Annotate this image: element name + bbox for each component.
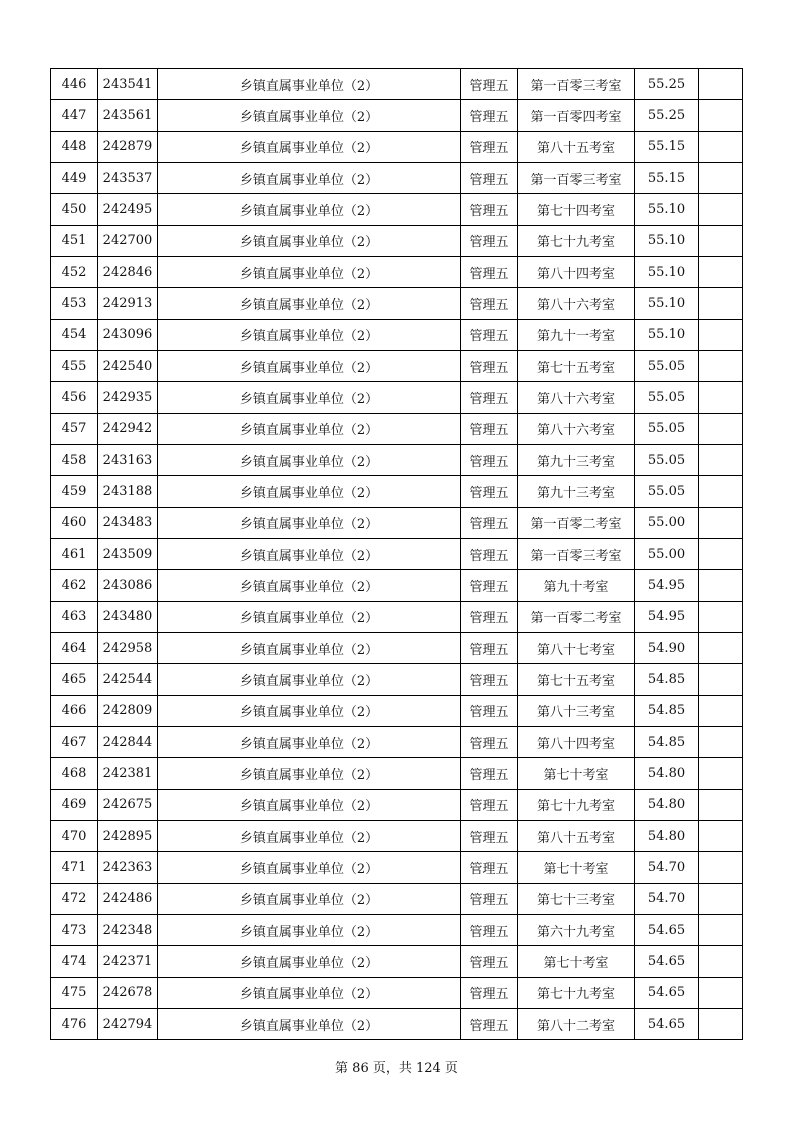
unit-cell: 乡镇直属事业单位（2） [158, 758, 461, 789]
candidate-id-cell: 243541 [98, 69, 158, 100]
remark-cell [699, 413, 743, 444]
score-cell: 54.80 [635, 820, 699, 851]
position-cell: 管理五 [461, 100, 518, 131]
row-number-cell: 468 [51, 758, 98, 789]
table-row [51, 413, 743, 444]
exam-room-cell: 第一百零三考室 [518, 538, 635, 569]
row-number-cell: 469 [51, 789, 98, 820]
candidate-id-cell: 243561 [98, 100, 158, 131]
table-row [51, 100, 743, 131]
row-number-cell: 457 [51, 413, 98, 444]
exam-room-cell: 第八十六考室 [518, 288, 635, 319]
position-cell: 管理五 [461, 852, 518, 883]
exam-room-cell: 第八十六考室 [518, 382, 635, 413]
unit-cell: 乡镇直属事业单位（2） [158, 100, 461, 131]
row-number-cell: 461 [51, 538, 98, 569]
table-row [51, 758, 743, 789]
row-number-cell: 462 [51, 570, 98, 601]
table-row [51, 538, 743, 569]
score-cell: 54.90 [635, 632, 699, 663]
exam-room-cell: 第六十九考室 [518, 914, 635, 945]
table-row [51, 601, 743, 632]
remark-cell [699, 382, 743, 413]
exam-room-cell: 第八十四考室 [518, 256, 635, 287]
exam-room-cell: 第八十七考室 [518, 632, 635, 663]
unit-cell: 乡镇直属事业单位（2） [158, 319, 461, 350]
row-number-cell: 447 [51, 100, 98, 131]
candidate-id-cell: 242348 [98, 914, 158, 945]
position-cell: 管理五 [461, 162, 518, 193]
exam-room-cell: 第八十三考室 [518, 695, 635, 726]
candidate-id-cell: 242879 [98, 131, 158, 162]
unit-cell: 乡镇直属事业单位（2） [158, 852, 461, 883]
position-cell: 管理五 [461, 977, 518, 1008]
remark-cell [699, 476, 743, 507]
unit-cell: 乡镇直属事业单位（2） [158, 476, 461, 507]
exam-room-cell: 第七十九考室 [518, 225, 635, 256]
unit-cell: 乡镇直属事业单位（2） [158, 820, 461, 851]
remark-cell [699, 664, 743, 695]
row-number-cell: 470 [51, 820, 98, 851]
candidate-id-cell: 243483 [98, 507, 158, 538]
score-cell: 54.65 [635, 1008, 699, 1039]
remark-cell [699, 914, 743, 945]
exam-room-cell: 第七十九考室 [518, 977, 635, 1008]
unit-cell: 乡镇直属事业单位（2） [158, 350, 461, 381]
score-cell: 55.10 [635, 256, 699, 287]
score-cell: 54.80 [635, 789, 699, 820]
position-cell: 管理五 [461, 476, 518, 507]
table-row [51, 319, 743, 350]
row-number-cell: 473 [51, 914, 98, 945]
row-number-cell: 465 [51, 664, 98, 695]
exam-room-cell: 第七十五考室 [518, 350, 635, 381]
remark-cell [699, 350, 743, 381]
table-row [51, 69, 743, 100]
position-cell: 管理五 [461, 789, 518, 820]
table-row [51, 288, 743, 319]
remark-cell [699, 726, 743, 757]
score-cell: 54.70 [635, 852, 699, 883]
unit-cell: 乡镇直属事业单位（2） [158, 914, 461, 945]
position-cell: 管理五 [461, 131, 518, 162]
table-row [51, 883, 743, 914]
candidate-id-cell: 242809 [98, 695, 158, 726]
remark-cell [699, 288, 743, 319]
row-number-cell: 471 [51, 852, 98, 883]
position-cell: 管理五 [461, 695, 518, 726]
table-row [51, 225, 743, 256]
unit-cell: 乡镇直属事业单位（2） [158, 789, 461, 820]
candidate-id-cell: 242540 [98, 350, 158, 381]
exam-room-cell: 第八十六考室 [518, 413, 635, 444]
table-row [51, 946, 743, 977]
unit-cell: 乡镇直属事业单位（2） [158, 538, 461, 569]
score-cell: 54.85 [635, 695, 699, 726]
exam-room-cell: 第一百零三考室 [518, 162, 635, 193]
exam-room-cell: 第七十四考室 [518, 194, 635, 225]
position-cell: 管理五 [461, 601, 518, 632]
candidate-id-cell: 242675 [98, 789, 158, 820]
position-cell: 管理五 [461, 946, 518, 977]
candidate-id-cell: 242935 [98, 382, 158, 413]
remark-cell [699, 601, 743, 632]
exam-room-cell: 第八十四考室 [518, 726, 635, 757]
score-cell: 55.25 [635, 100, 699, 131]
exam-room-cell: 第九十一考室 [518, 319, 635, 350]
candidate-id-cell: 242844 [98, 726, 158, 757]
score-table [50, 68, 743, 1040]
exam-room-cell: 第八十五考室 [518, 820, 635, 851]
candidate-id-cell: 242700 [98, 225, 158, 256]
exam-room-cell: 第七十考室 [518, 758, 635, 789]
table-row [51, 726, 743, 757]
position-cell: 管理五 [461, 319, 518, 350]
unit-cell: 乡镇直属事业单位（2） [158, 131, 461, 162]
table-row [51, 789, 743, 820]
exam-room-cell: 第九十三考室 [518, 476, 635, 507]
remark-cell [699, 444, 743, 475]
position-cell: 管理五 [461, 758, 518, 789]
score-cell: 55.05 [635, 444, 699, 475]
unit-cell: 乡镇直属事业单位（2） [158, 444, 461, 475]
remark-cell [699, 194, 743, 225]
table-row [51, 382, 743, 413]
remark-cell [699, 131, 743, 162]
remark-cell [699, 319, 743, 350]
remark-cell [699, 507, 743, 538]
row-number-cell: 463 [51, 601, 98, 632]
row-number-cell: 460 [51, 507, 98, 538]
candidate-id-cell: 242958 [98, 632, 158, 663]
table-row [51, 507, 743, 538]
position-cell: 管理五 [461, 194, 518, 225]
row-number-cell: 455 [51, 350, 98, 381]
position-cell: 管理五 [461, 507, 518, 538]
row-number-cell: 453 [51, 288, 98, 319]
row-number-cell: 451 [51, 225, 98, 256]
row-number-cell: 446 [51, 69, 98, 100]
row-number-cell: 448 [51, 131, 98, 162]
row-number-cell: 467 [51, 726, 98, 757]
position-cell: 管理五 [461, 225, 518, 256]
row-number-cell: 459 [51, 476, 98, 507]
row-number-cell: 454 [51, 319, 98, 350]
table-row [51, 162, 743, 193]
remark-cell [699, 162, 743, 193]
score-cell: 54.65 [635, 946, 699, 977]
remark-cell [699, 852, 743, 883]
score-cell: 55.10 [635, 319, 699, 350]
row-number-cell: 476 [51, 1008, 98, 1039]
position-cell: 管理五 [461, 1008, 518, 1039]
remark-cell [699, 1008, 743, 1039]
candidate-id-cell: 242486 [98, 883, 158, 914]
candidate-id-cell: 242895 [98, 820, 158, 851]
remark-cell [699, 883, 743, 914]
score-cell: 54.85 [635, 726, 699, 757]
remark-cell [699, 695, 743, 726]
row-number-cell: 472 [51, 883, 98, 914]
exam-room-cell: 第一百零三考室 [518, 69, 635, 100]
table-row [51, 632, 743, 663]
remark-cell [699, 977, 743, 1008]
unit-cell: 乡镇直属事业单位（2） [158, 1008, 461, 1039]
candidate-id-cell: 243086 [98, 570, 158, 601]
position-cell: 管理五 [461, 288, 518, 319]
candidate-id-cell: 242794 [98, 1008, 158, 1039]
remark-cell [699, 69, 743, 100]
score-cell: 55.15 [635, 131, 699, 162]
table-row [51, 570, 743, 601]
candidate-id-cell: 243509 [98, 538, 158, 569]
exam-room-cell: 第八十二考室 [518, 1008, 635, 1039]
score-cell: 54.70 [635, 883, 699, 914]
unit-cell: 乡镇直属事业单位（2） [158, 413, 461, 444]
unit-cell: 乡镇直属事业单位（2） [158, 726, 461, 757]
unit-cell: 乡镇直属事业单位（2） [158, 601, 461, 632]
candidate-id-cell: 243188 [98, 476, 158, 507]
position-cell: 管理五 [461, 883, 518, 914]
score-cell: 54.65 [635, 914, 699, 945]
row-number-cell: 464 [51, 632, 98, 663]
position-cell: 管理五 [461, 413, 518, 444]
unit-cell: 乡镇直属事业单位（2） [158, 162, 461, 193]
unit-cell: 乡镇直属事业单位（2） [158, 632, 461, 663]
score-cell: 55.10 [635, 225, 699, 256]
position-cell: 管理五 [461, 632, 518, 663]
unit-cell: 乡镇直属事业单位（2） [158, 664, 461, 695]
exam-room-cell: 第八十五考室 [518, 131, 635, 162]
exam-room-cell: 第七十九考室 [518, 789, 635, 820]
page-footer: 第 86 页，共 124 页 [335, 1061, 458, 1076]
position-cell: 管理五 [461, 444, 518, 475]
remark-cell [699, 632, 743, 663]
candidate-id-cell: 243480 [98, 601, 158, 632]
score-cell: 54.80 [635, 758, 699, 789]
position-cell: 管理五 [461, 820, 518, 851]
table-row [51, 444, 743, 475]
unit-cell: 乡镇直属事业单位（2） [158, 194, 461, 225]
row-number-cell: 466 [51, 695, 98, 726]
score-cell: 55.05 [635, 382, 699, 413]
unit-cell: 乡镇直属事业单位（2） [158, 288, 461, 319]
score-cell: 55.25 [635, 69, 699, 100]
position-cell: 管理五 [461, 664, 518, 695]
table-row [51, 977, 743, 1008]
row-number-cell: 475 [51, 977, 98, 1008]
candidate-id-cell: 242495 [98, 194, 158, 225]
row-number-cell: 452 [51, 256, 98, 287]
score-cell: 55.00 [635, 507, 699, 538]
candidate-id-cell: 242942 [98, 413, 158, 444]
remark-cell [699, 946, 743, 977]
exam-room-cell: 第七十五考室 [518, 664, 635, 695]
score-cell: 54.95 [635, 601, 699, 632]
table-row [51, 852, 743, 883]
remark-cell [699, 758, 743, 789]
position-cell: 管理五 [461, 726, 518, 757]
remark-cell [699, 256, 743, 287]
position-cell: 管理五 [461, 382, 518, 413]
candidate-id-cell: 242371 [98, 946, 158, 977]
table-row [51, 476, 743, 507]
table-row [51, 820, 743, 851]
exam-room-cell: 第一百零二考室 [518, 507, 635, 538]
unit-cell: 乡镇直属事业单位（2） [158, 977, 461, 1008]
score-cell: 54.65 [635, 977, 699, 1008]
remark-cell [699, 820, 743, 851]
position-cell: 管理五 [461, 350, 518, 381]
table-row [51, 256, 743, 287]
unit-cell: 乡镇直属事业单位（2） [158, 225, 461, 256]
position-cell: 管理五 [461, 570, 518, 601]
candidate-id-cell: 243163 [98, 444, 158, 475]
table-row [51, 350, 743, 381]
unit-cell: 乡镇直属事业单位（2） [158, 256, 461, 287]
exam-room-cell: 第七十三考室 [518, 883, 635, 914]
row-number-cell: 458 [51, 444, 98, 475]
candidate-id-cell: 243537 [98, 162, 158, 193]
candidate-id-cell: 242846 [98, 256, 158, 287]
remark-cell [699, 789, 743, 820]
table-row [51, 131, 743, 162]
table-row [51, 914, 743, 945]
score-cell: 55.05 [635, 350, 699, 381]
remark-cell [699, 100, 743, 131]
remark-cell [699, 225, 743, 256]
exam-room-cell: 第九十考室 [518, 570, 635, 601]
score-cell: 55.05 [635, 413, 699, 444]
exam-room-cell: 第七十考室 [518, 946, 635, 977]
candidate-id-cell: 242544 [98, 664, 158, 695]
remark-cell [699, 538, 743, 569]
score-cell: 54.85 [635, 664, 699, 695]
row-number-cell: 449 [51, 162, 98, 193]
score-cell: 55.10 [635, 288, 699, 319]
exam-room-cell: 第一百零二考室 [518, 601, 635, 632]
row-number-cell: 474 [51, 946, 98, 977]
unit-cell: 乡镇直属事业单位（2） [158, 570, 461, 601]
remark-cell [699, 570, 743, 601]
score-cell: 55.10 [635, 194, 699, 225]
unit-cell: 乡镇直属事业单位（2） [158, 69, 461, 100]
candidate-id-cell: 242913 [98, 288, 158, 319]
exam-room-cell: 第一百零四考室 [518, 100, 635, 131]
unit-cell: 乡镇直属事业单位（2） [158, 507, 461, 538]
table-row [51, 1008, 743, 1039]
position-cell: 管理五 [461, 914, 518, 945]
position-cell: 管理五 [461, 69, 518, 100]
score-cell: 55.05 [635, 476, 699, 507]
position-cell: 管理五 [461, 256, 518, 287]
table-row [51, 695, 743, 726]
table-body [51, 69, 743, 1040]
candidate-id-cell: 242381 [98, 758, 158, 789]
candidate-id-cell: 243096 [98, 319, 158, 350]
table-row [51, 194, 743, 225]
score-cell: 55.00 [635, 538, 699, 569]
row-number-cell: 456 [51, 382, 98, 413]
unit-cell: 乡镇直属事业单位（2） [158, 382, 461, 413]
score-cell: 54.95 [635, 570, 699, 601]
unit-cell: 乡镇直属事业单位（2） [158, 883, 461, 914]
exam-room-cell: 第九十三考室 [518, 444, 635, 475]
candidate-id-cell: 242678 [98, 977, 158, 1008]
exam-room-cell: 第七十考室 [518, 852, 635, 883]
unit-cell: 乡镇直属事业单位（2） [158, 946, 461, 977]
position-cell: 管理五 [461, 538, 518, 569]
score-cell: 55.15 [635, 162, 699, 193]
row-number-cell: 450 [51, 194, 98, 225]
unit-cell: 乡镇直属事业单位（2） [158, 695, 461, 726]
table-row [51, 664, 743, 695]
candidate-id-cell: 242363 [98, 852, 158, 883]
